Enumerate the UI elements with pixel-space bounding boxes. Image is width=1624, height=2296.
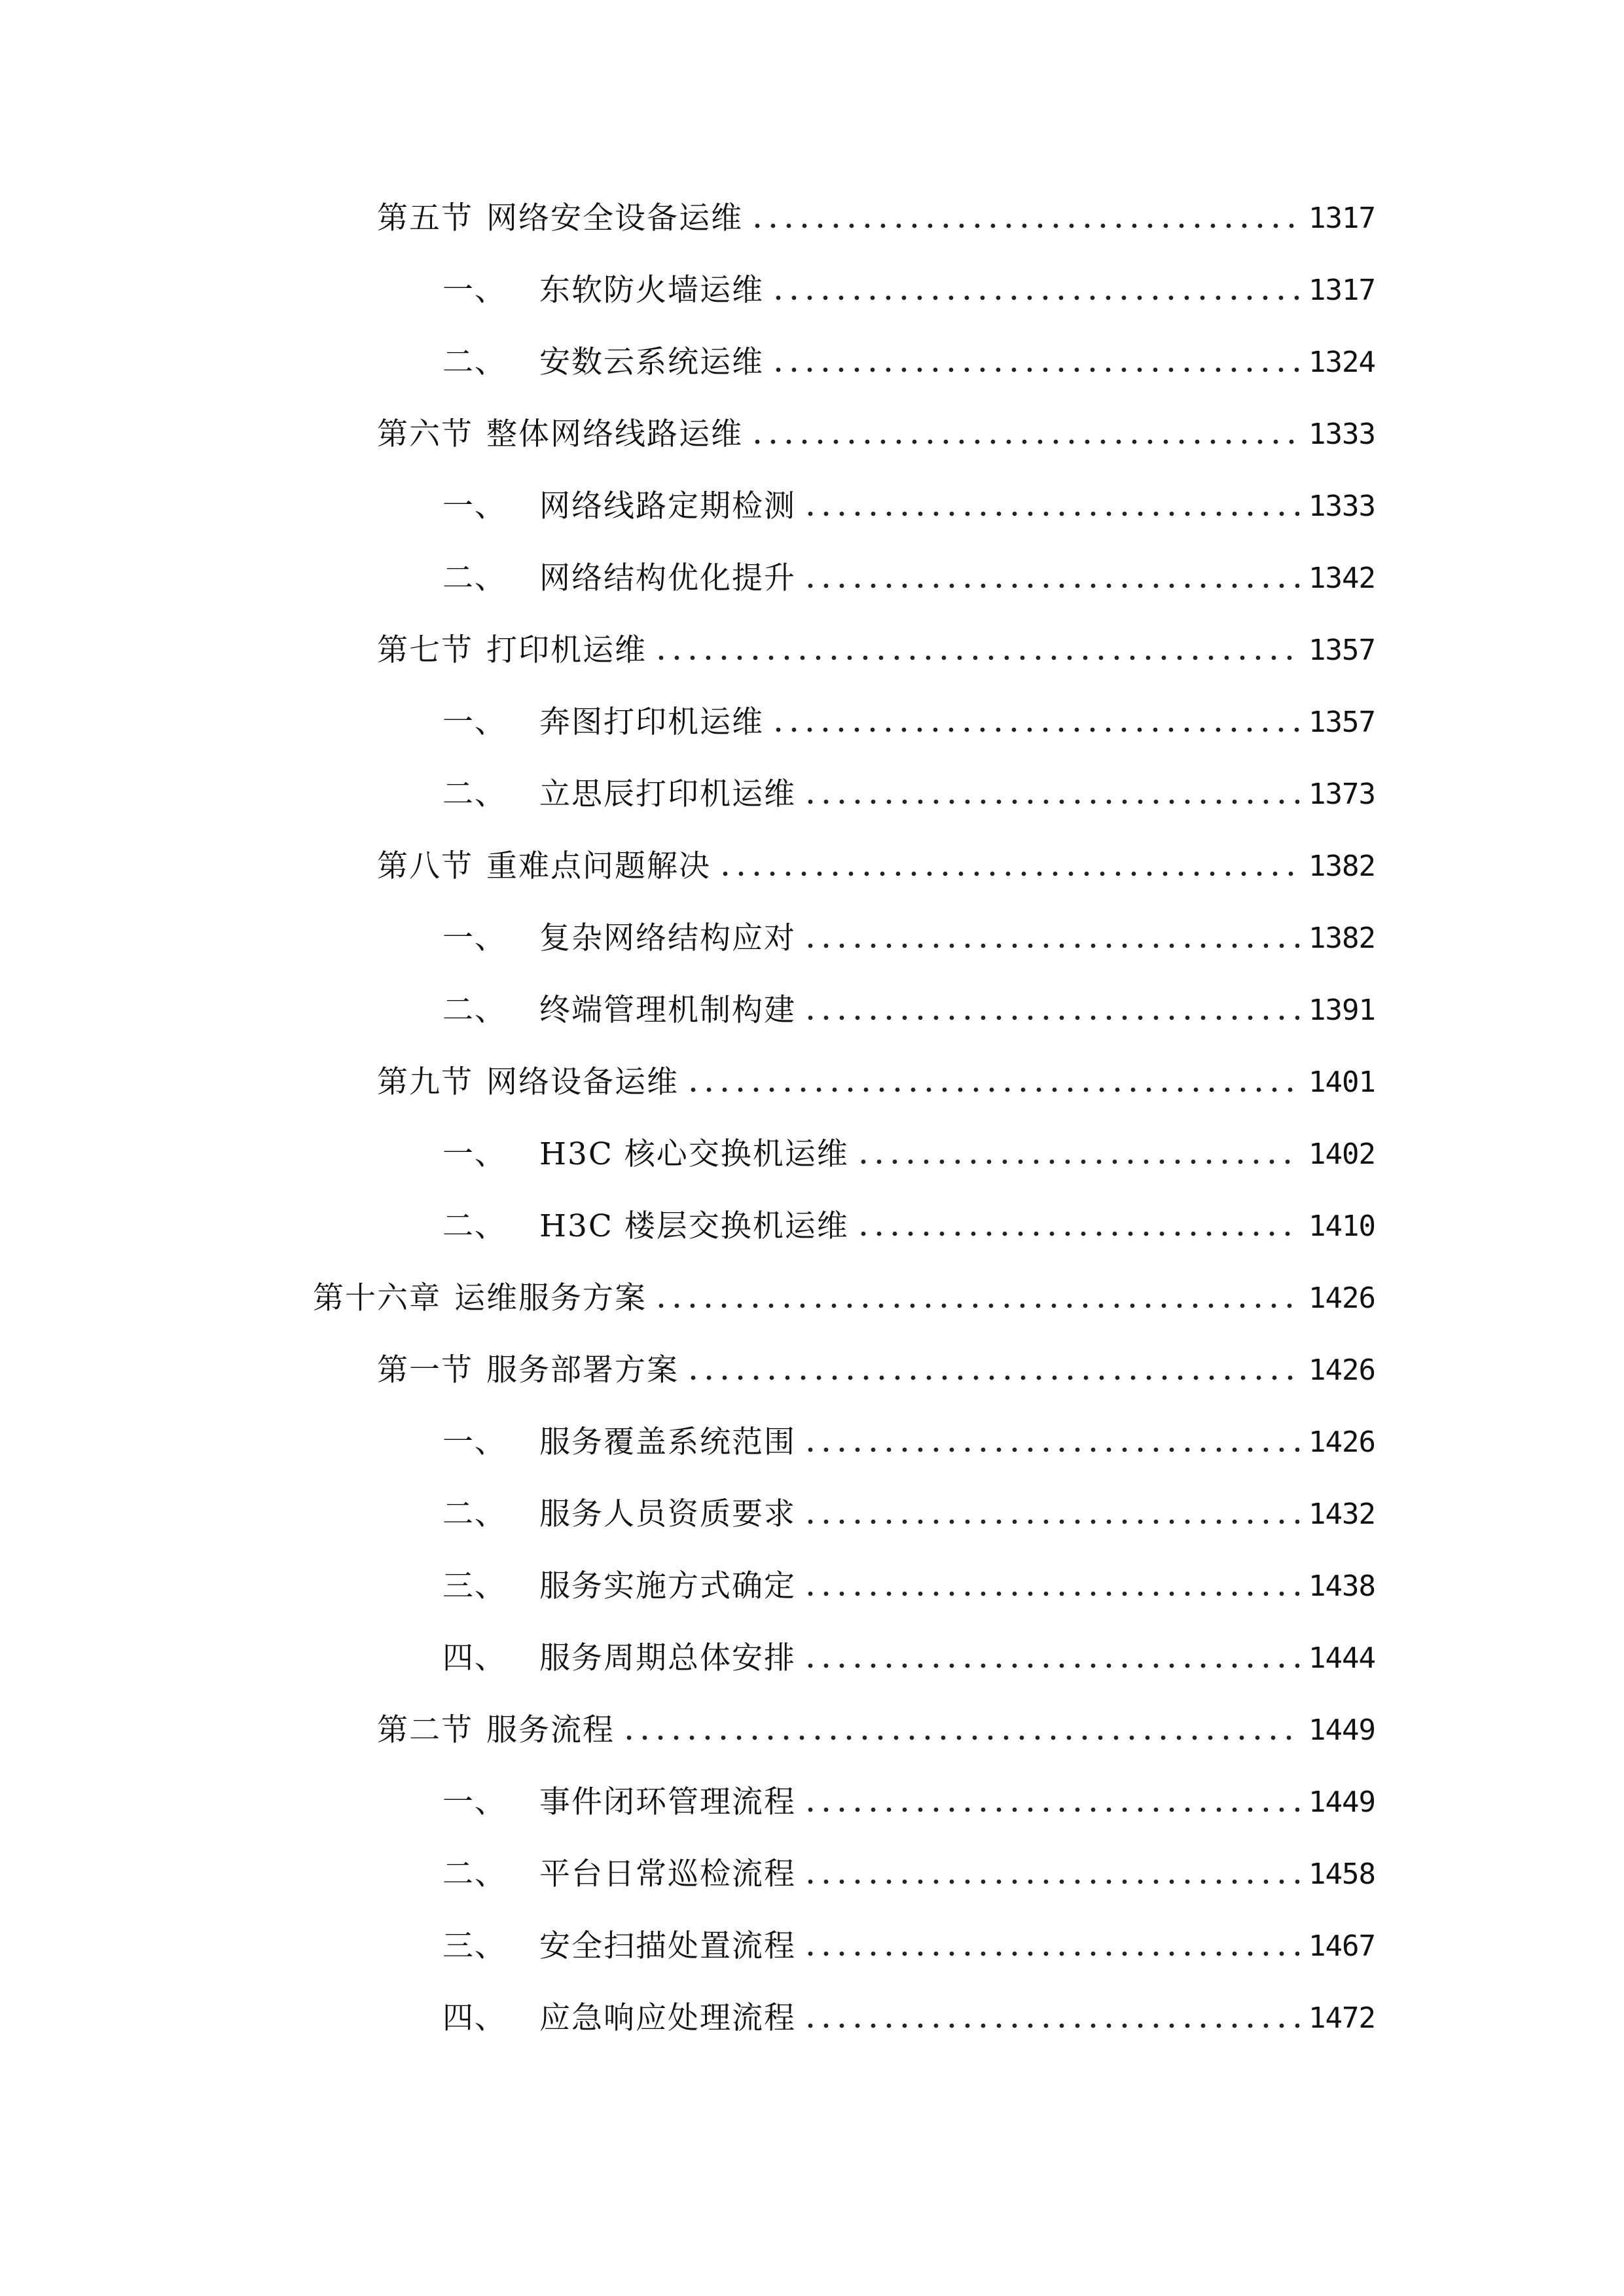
toc-entry-title: 奔图打印机运维 (539, 704, 764, 740)
toc-entry-number: 二、 (442, 560, 507, 596)
toc-entry-number: 三、 (442, 1568, 507, 1604)
toc-entry-title: 打印机运维 (486, 632, 647, 668)
toc-entry-title: H3C 楼层交换机运维 (539, 1208, 849, 1244)
toc-entry-item[interactable] (442, 1128, 1375, 1181)
toc-entry-text (442, 480, 796, 533)
toc-entry-title: 事件闭环管理流程 (539, 1784, 796, 1820)
toc-entry-item[interactable] (442, 1992, 1375, 2045)
toc-entry-title: 东软防火墙运维 (539, 272, 764, 308)
toc-entry-number: 第十六章 (313, 1280, 441, 1316)
toc-entry-title: 复杂网络结构应对 (539, 920, 796, 956)
toc-entry-item[interactable] (442, 912, 1375, 965)
toc-entry-text (442, 1776, 796, 1829)
toc-entry-page: 1317 (1308, 202, 1375, 235)
toc-entry-page: 1342 (1308, 562, 1375, 595)
toc-entry-title: 立思辰打印机运维 (539, 776, 796, 812)
dot-leader (621, 1734, 1299, 1741)
toc-entry-number: 四、 (442, 2000, 507, 2036)
toc-entry-page: 1472 (1308, 2001, 1375, 2035)
dot-leader (803, 1806, 1299, 1813)
dot-leader (770, 726, 1299, 733)
toc-entry-item[interactable] (442, 336, 1375, 389)
toc-entry-title: 整体网络线路运维 (486, 416, 743, 452)
toc-entry-page: 1426 (1308, 1354, 1375, 1387)
toc-entry-title: 网络结构优化提升 (539, 560, 796, 596)
dot-leader (803, 1662, 1299, 1669)
dot-leader (749, 223, 1299, 229)
toc-entry-number: 二、 (442, 344, 507, 380)
dot-leader (685, 1374, 1299, 1381)
toc-entry-item[interactable] (442, 768, 1375, 821)
dot-leader (803, 1590, 1299, 1597)
toc-entry-number: 第二节 (377, 1712, 473, 1748)
toc-entry-text (442, 1488, 796, 1541)
toc-entry-number: 一、 (442, 1784, 507, 1820)
toc-entry-section[interactable] (377, 408, 1375, 461)
toc-entry-title: H3C 核心交换机运维 (539, 1136, 849, 1172)
toc-entry-number: 二、 (442, 1856, 507, 1892)
toc-entry-text (442, 1416, 796, 1469)
toc-entry-page: 1449 (1308, 1713, 1375, 1747)
toc-entry-page: 1357 (1308, 634, 1375, 667)
toc-entry-number: 第五节 (377, 200, 473, 236)
toc-entry-title: 重难点问题解决 (486, 848, 711, 884)
dot-leader (803, 798, 1299, 805)
dot-leader (653, 655, 1299, 661)
toc-entry-item[interactable] (442, 696, 1375, 749)
toc-entry-item[interactable] (442, 264, 1375, 317)
toc-entry-number: 二、 (442, 1496, 507, 1532)
toc-entry-title: 服务流程 (486, 1712, 615, 1748)
dot-leader (803, 1518, 1299, 1525)
toc-entry-section[interactable] (377, 1056, 1375, 1109)
toc-entry-number: 第九节 (377, 1064, 473, 1100)
toc-entry-title: 平台日常巡检流程 (539, 1856, 796, 1892)
toc-entry-title: 服务人员资质要求 (539, 1496, 796, 1532)
dot-leader (803, 2022, 1299, 2029)
dot-leader (749, 439, 1299, 445)
toc-entry-text (313, 1272, 647, 1325)
toc-entry-number: 第一节 (377, 1352, 473, 1388)
toc-entry-text (442, 696, 764, 749)
toc-entry-title: 网络安全设备运维 (486, 200, 743, 236)
toc-entry-item[interactable] (442, 1776, 1375, 1829)
toc-entry-page: 1357 (1308, 706, 1375, 739)
toc-entry-item[interactable] (442, 1416, 1375, 1469)
toc-entry-number: 第七节 (377, 632, 473, 668)
toc-entry-section[interactable] (377, 1704, 1375, 1757)
toc-entry-number: 一、 (442, 1136, 507, 1172)
toc-entry-page: 1449 (1308, 1785, 1375, 1819)
toc-entry-page: 1333 (1308, 418, 1375, 451)
toc-entry-title: 服务部署方案 (486, 1352, 679, 1388)
dot-leader (717, 870, 1299, 877)
toc-entry-title: 服务实施方式确定 (539, 1568, 796, 1604)
toc-entry-text (377, 1704, 615, 1757)
toc-entry-page: 1382 (1308, 922, 1375, 955)
toc-entry-text (442, 1848, 796, 1901)
toc-entry-text (442, 1632, 796, 1685)
toc-entry-text (377, 1344, 679, 1397)
toc-entry-item[interactable] (442, 1632, 1375, 1685)
toc-entry-number: 二、 (442, 992, 507, 1028)
toc-entry-number: 一、 (442, 1424, 507, 1460)
toc-entry-text (377, 408, 743, 461)
toc-entry-number: 二、 (442, 776, 507, 812)
toc-entry-item[interactable] (442, 1488, 1375, 1541)
toc-entry-text (442, 1560, 796, 1613)
toc-entry-text (442, 336, 764, 389)
dot-leader (770, 295, 1299, 301)
toc-entry-page: 1467 (1308, 1929, 1375, 1963)
dot-leader (856, 1158, 1299, 1165)
toc-entry-item[interactable] (442, 1200, 1375, 1253)
toc-entry-text (442, 1200, 849, 1253)
toc-entry-number: 一、 (442, 488, 507, 524)
toc-entry-number: 四、 (442, 1640, 507, 1676)
toc-entry-number: 一、 (442, 272, 507, 308)
dot-leader (685, 1086, 1299, 1093)
toc-entry-page: 1444 (1308, 1641, 1375, 1675)
toc-entry-section[interactable] (377, 1344, 1375, 1397)
toc-entry-page: 1317 (1308, 274, 1375, 307)
dot-leader (856, 1230, 1299, 1237)
toc-entry-number: 二、 (442, 1208, 507, 1244)
toc-entry-page: 1426 (1308, 1426, 1375, 1459)
toc-entry-title: 安数云系统运维 (539, 344, 764, 380)
toc-entry-page: 1324 (1308, 346, 1375, 379)
toc-entry-page: 1426 (1308, 1282, 1375, 1315)
toc-entry-page: 1333 (1308, 490, 1375, 523)
toc-entry-title: 网络线路定期检测 (539, 488, 796, 524)
toc-entry-page: 1432 (1308, 1498, 1375, 1531)
toc-entry-title: 终端管理机制构建 (539, 992, 796, 1028)
toc-entry-number: 第六节 (377, 416, 473, 452)
toc-entry-title: 运维服务方案 (454, 1280, 647, 1316)
toc-entry-item[interactable] (442, 1560, 1375, 1613)
toc-entry-text (442, 1128, 849, 1181)
dot-leader (803, 1950, 1299, 1957)
dot-leader (803, 1014, 1299, 1021)
toc-entry-title: 应急响应处理流程 (539, 2000, 796, 2036)
dot-leader (803, 1878, 1299, 1885)
toc-entry-text (442, 552, 796, 605)
dot-leader (803, 942, 1299, 949)
toc-entry-item[interactable] (442, 1848, 1375, 1901)
toc-entry-page: 1373 (1308, 778, 1375, 811)
toc-entry-text (377, 192, 743, 245)
dot-leader (803, 583, 1299, 589)
toc-entry-page: 1402 (1308, 1138, 1375, 1171)
dot-leader (653, 1302, 1299, 1309)
toc-entry-text (377, 624, 647, 677)
toc-entry-number: 一、 (442, 704, 507, 740)
toc-entry-page: 1438 (1308, 1570, 1375, 1603)
dot-leader (770, 367, 1299, 373)
toc-entry-section[interactable] (377, 840, 1375, 893)
toc-entry-page: 1410 (1308, 1210, 1375, 1243)
toc-entry-title: 服务覆盖系统范围 (539, 1424, 796, 1460)
toc-entry-number: 三、 (442, 1928, 507, 1964)
toc-entry-number: 一、 (442, 920, 507, 956)
toc-entry-item[interactable] (442, 480, 1375, 533)
toc-entry-page: 1401 (1308, 1066, 1375, 1099)
toc-entry-item[interactable] (442, 1920, 1375, 1973)
toc-entry-page: 1382 (1308, 850, 1375, 883)
toc-entry-number: 第八节 (377, 848, 473, 884)
toc-entry-text (442, 264, 764, 317)
toc-entry-page: 1391 (1308, 994, 1375, 1027)
toc-entry-item[interactable] (442, 984, 1375, 1037)
dot-leader (803, 511, 1299, 517)
toc-entry-text (377, 1056, 679, 1109)
toc-entry-chapter[interactable] (313, 1272, 1375, 1325)
toc-entry-section[interactable] (377, 192, 1375, 245)
toc-entry-section[interactable] (377, 624, 1375, 677)
dot-leader (803, 1446, 1299, 1453)
toc-entry-text (442, 1920, 796, 1973)
toc-entry-text (442, 768, 796, 821)
toc-entry-title: 服务周期总体安排 (539, 1640, 796, 1676)
toc-entry-text (377, 840, 711, 893)
toc-entry-title: 安全扫描处置流程 (539, 1928, 796, 1964)
toc-entry-text (442, 984, 796, 1037)
toc-entry-title: 网络设备运维 (486, 1064, 679, 1100)
toc-entry-item[interactable] (442, 552, 1375, 605)
toc-entry-page: 1458 (1308, 1857, 1375, 1891)
toc-entry-text (442, 1992, 796, 2045)
toc-entry-text (442, 912, 796, 965)
